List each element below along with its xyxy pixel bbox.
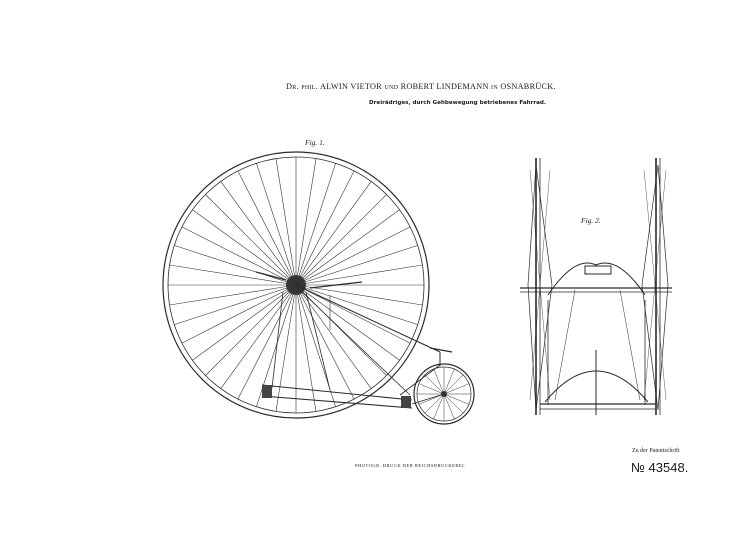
figure-1-label: Fig. 1.: [305, 138, 325, 147]
patent-subtitle: Dreirädriges, durch Gehbewegung betriebenes Fahrrad.: [369, 100, 547, 106]
seat-block: [585, 266, 611, 274]
patent-number: № 43548.: [631, 460, 689, 475]
patent-reference-note: Zu der Patentschrift: [632, 448, 680, 454]
right-wheel-end-view: [642, 158, 668, 415]
printer-imprint: PHOTOGR. DRUCK DER REICHSDRUCKEREI.: [355, 463, 466, 468]
patent-title: Dr. phil. ALWIN VIETOR und ROBERT LINDEMANN in OSNABRÜCK.: [286, 82, 556, 91]
left-wheel-end-view: [528, 158, 552, 415]
figure-2-label: Fig. 2.: [581, 216, 601, 225]
